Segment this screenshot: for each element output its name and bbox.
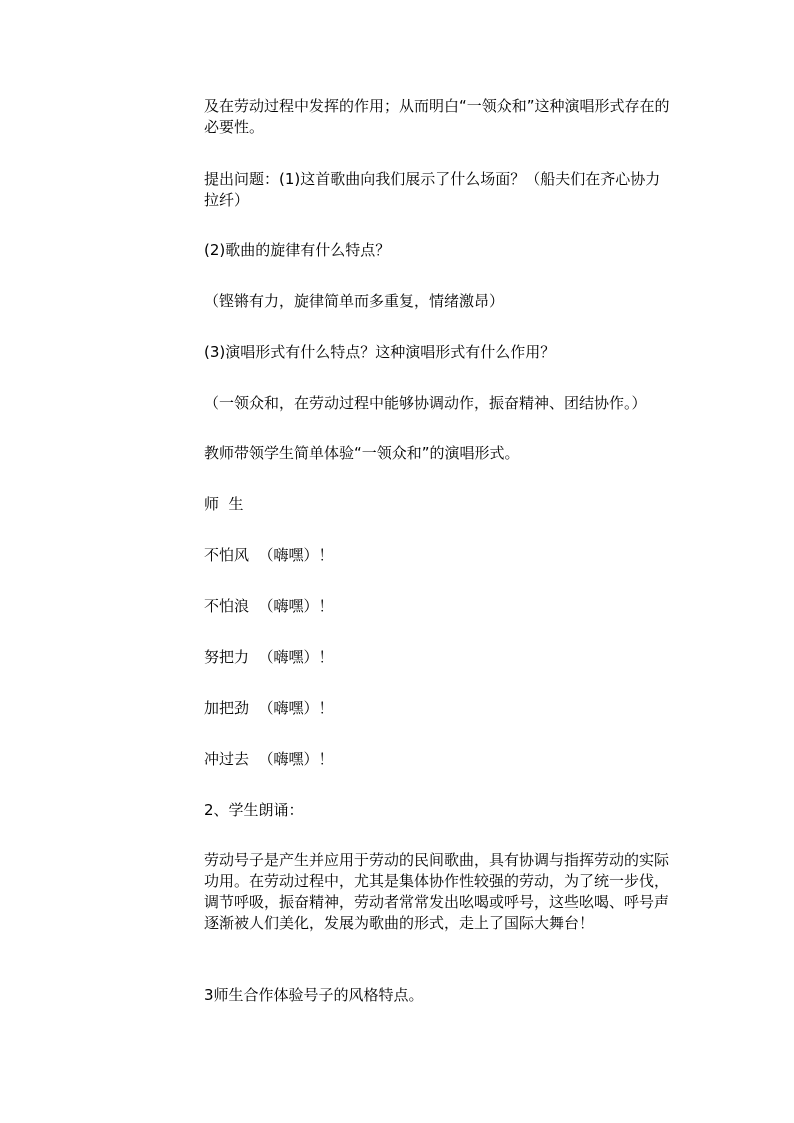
paragraph-question-1: 提出问题：(1)这首歌曲向我们展示了什么场面？（船夫们在齐心协力拉纤） bbox=[204, 170, 661, 209]
chant-line-2: 不怕浪 （嗨嘿）！ bbox=[204, 597, 334, 615]
paragraph-roles: 师 生 bbox=[204, 495, 244, 513]
paragraph-teacher-lead: 教师带领学生简单体验“一领众和”的演唱形式。 bbox=[204, 444, 520, 462]
paragraph-recitation-text: 劳动号子是产生并应用于劳动的民间歌曲，具有协调与指挥劳动的实际功用。在劳动过程中，尤其是集体协作性较强的劳动，为了统一步伐，调节呼吸，振奋精神，劳动者常常发出吆喝或呼号，这些吆喝、呼号声逐渐被人们美化，发展为歌曲的形式，走上了国际大舞台！ bbox=[204, 851, 670, 932]
section-heading-recitation: 2、学生朗诵： bbox=[204, 801, 304, 819]
chant-line-1: 不怕风 （嗨嘿）！ bbox=[204, 546, 334, 564]
chant-line-4: 加把劲 （嗨嘿）！ bbox=[204, 699, 334, 717]
paragraph-answer-3: （一领众和，在劳动过程中能够协调动作，振奋精神、团结协作。） bbox=[204, 394, 647, 412]
paragraph-question-2: (2)歌曲的旋律有什么特点？ bbox=[204, 241, 391, 259]
paragraph-question-3: (3)演唱形式有什么特点？这种演唱形式有什么作用？ bbox=[204, 343, 556, 361]
chant-line-3: 努把力 （嗨嘿）！ bbox=[204, 648, 334, 666]
section-heading-experience: 3师生合作体验号子的风格特点。 bbox=[204, 986, 424, 1004]
chant-line-5: 冲过去 （嗨嘿）！ bbox=[204, 750, 334, 768]
paragraph-intro: 及在劳动过程中发挥的作用；从而明白“一领众和”这种演唱形式存在的必要性。 bbox=[204, 97, 670, 136]
paragraph-answer-2: （铿锵有力，旋律简单而多重复，情绪激昂） bbox=[204, 292, 505, 310]
